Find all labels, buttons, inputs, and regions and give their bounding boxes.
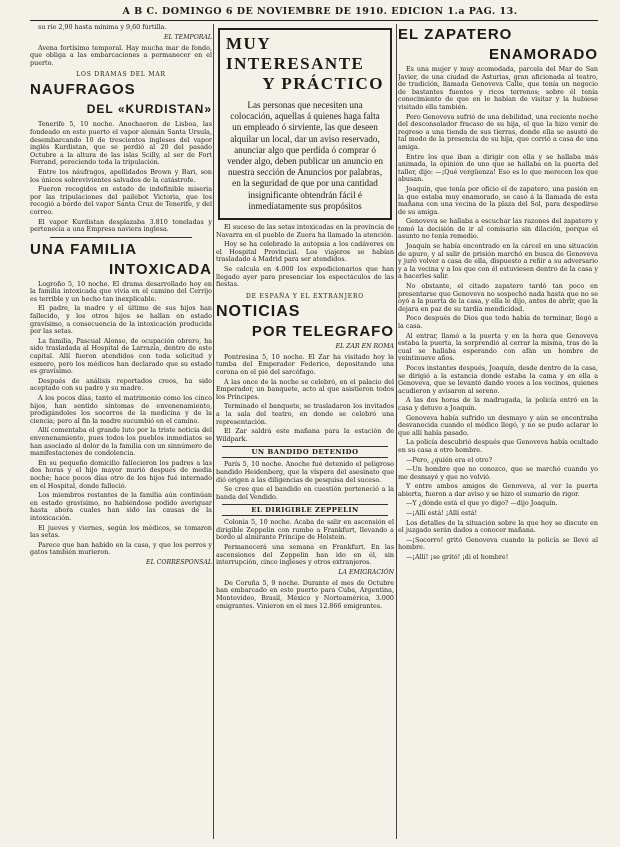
column-left bbox=[30, 24, 212, 839]
zapatero-p6: Joaquín se había encontrado en la cárcel en una situación de apuro, y al salir de prisión marchó en busca de Genoveva y juró volver a casa de ella, dispuesto a reñir a su adversario y a la vecina y a los que con él estuviesen dentro de la casa y a hacerles salir. bbox=[398, 242, 598, 281]
zapatero-p8: Poco después de Dios que todo había de terminar, llegó a la casa. bbox=[398, 314, 598, 330]
familia-p6: Allí comentaba el grande luto por la triste noticia del envenenamiento, pues todos los pueblos inmediatos se han asociado al dolor de la familia con un sinnúmero de manifestaciones de condolencia. bbox=[30, 426, 212, 458]
noticias-section-label: DE ESPAÑA Y EL EXTRANJERO bbox=[245, 292, 364, 300]
familia-p3: La familia, Pascual Alonso, de ocupación obrero, ha sido trasladada al Hospital de Larrazia, dentro de este capital. Allí fueron atendidos con toda solicitud y esmero, pero los médicos han declarado que su estado es gravísimo. bbox=[30, 336, 212, 376]
column-middle bbox=[216, 24, 394, 839]
advertisement-box bbox=[218, 28, 392, 220]
familia-p10: Parece que han habido en la casa, y que los perros y gatos también murieron. bbox=[30, 540, 212, 557]
zeppelin-p2: Permanecerá una semana en Frankfurt. En las ascensiones del Zeppelin han ido en él, sin interrupción, cinco ingleses y otros extranjeros. bbox=[216, 543, 394, 567]
middle-p2: Hoy se ha celebrado la autopsia a los cadáveres en el Hospital Provincial. Los viajeros se habían trasladado á Madrid para ser atendidos. bbox=[216, 240, 394, 264]
emigracion-subheading: LA EMIGRACIÓN bbox=[338, 568, 394, 576]
article-title-naufragos: NAUFRAGOS bbox=[30, 81, 136, 99]
zapatero-p10: Pocos instantes después, Joaquín, desde dentro de la casa, se dirigió a la estancia donde estaba la cama y en ella a Genoveva, que se levantó dando voces a los vecinos, quienes acudieron y avisaron al sereno. bbox=[398, 363, 598, 395]
familia-p9: El jueves y viernes, según los médicos, se tomaron las setas. bbox=[30, 523, 212, 540]
section-label: LOS DRAMAS DEL MAR bbox=[76, 71, 166, 79]
ad-title-line1: MUY INTERESANTE bbox=[226, 34, 365, 73]
zapatero-p5: Genoveva se hallaba a escuchar las razones del zapatero y tomó la decisión de ir al comisario sin dilación, porque el asunto no tenía remedio. bbox=[398, 217, 598, 241]
familia-signature: EL CORRESPONSAL bbox=[146, 558, 212, 566]
zapatero-p13: La policía descubrió después que Genoveva había ocultado en su casa a otro hombre. bbox=[398, 438, 598, 454]
zapatero-p12: Genoveva había sufrido un desmayo y aún se encontraba desvanecida cuando el médico llegó, y no se pudo aclarar lo que allí había pasado. bbox=[398, 413, 598, 437]
article-title-intoxicada: INTOXICADA bbox=[108, 260, 212, 278]
ad-body: Las personas que necesiten una colocación, aquellas á quienes haga falta un empleado ó sirviente, las que deseen alquilar un local, dar un aviso reservado, anunciar algo que perdida ó comprar ó vender algo, deben publicar un anuncio en nuestra sección de Anuncios por palabras, en la seguridad de que por una cantidad insignificante obtendrán fácil é inmediatamente sus propósitos bbox=[227, 100, 383, 211]
zapatero-p18: —¡Allí está! ¡Allí está! bbox=[406, 509, 478, 518]
zeppelin-subheading: EL DIRIGIBLE ZEPPELIN bbox=[222, 504, 388, 516]
familia-p8: Los miembros restantes de la familia aún continúan en estado gravísimo, no habiéndose podido averiguar hasta ahora cuales han sido las causas de la intoxicación. bbox=[30, 491, 212, 522]
zapatero-p3: Entre los que iban a dirigir con ella y se hallaba más animada, la opinión de uno que se hallaba en la puerta del taller, dijo: —¡Qué vergüenza! Eso es lo que merecen los que abusan. bbox=[398, 152, 598, 184]
familia-p5: A los pocos días, tanto el matrimonio como los cinco hijos, han sentido síntomas de envenenamiento, prodigándoles los socorros de la medicina y de la ciencia; pero al fin la madre sucumbió en el camino. bbox=[30, 394, 212, 425]
zapatero-p2: Pero Genoveva sufrió de una debilidad, una reciente noche del desconsolador fracaso de su hija, el que la hizo venir de regreso a una tienda de sus tierras, donde ella se asustó de tal modo de la presencia de su hija, que corrió a casa de una amiga. bbox=[398, 112, 598, 151]
familia-p1: Logroño 5, 10 noche. El drama desarrollado hoy en la familia intoxicada que vivía en el camino del Cerrijo es terrible y un hecho tan inexplicable. bbox=[30, 279, 212, 303]
article-title-noticias: NOTICIAS bbox=[216, 302, 301, 320]
zapatero-p1: Es una mujer y muy acomodada, parcela del Mar de San Javier, de una ciudad de Asturias, gran aficionada al teatro, de tradición, llamada Genoveva Calle, que tenía un negocio de bastantes fuentes y ricos terrenos; sobre él tenía conocimiento de que en le habían de visitar y la hubiese visitado ella también. bbox=[398, 65, 598, 111]
emigracion-p1: De Coruña 5, 9 noche. Durante el mes de Octubre han embarcado en este puerto para Cuba, Argentina, Montevideo, Brasil, México y Norteamérica, 3.000 emigrantes. Vinieron en el mes 12.866 emigrantes. bbox=[216, 578, 394, 610]
ad-title-line2: Y PRÁCTICO bbox=[262, 74, 384, 93]
bandit-subheading: UN BANDIDO DETENIDO bbox=[222, 446, 388, 458]
middle-p1: El suceso de las setas intoxicadas en la provincia de Navarra en el pueblo de Zuera ha llamado la atención. bbox=[216, 223, 394, 239]
zar-p4: El Zar saldrá este mañana para la estación de Wildpark. bbox=[216, 427, 394, 443]
zar-p3: Terminado el banquete, se trasladaron los invitados a la sala del teatro, en donde se celebró una representación. bbox=[216, 402, 394, 426]
zapatero-p14: —Pero, ¿quién era el otro? bbox=[406, 455, 493, 464]
familia-p4: Después de análisis reportados creos, ha sido aceptado con su padre y su madre. bbox=[30, 376, 212, 393]
familia-p2: El padre, la madre y el último de sus hijos han fallecido, y los otros hijos se hallan en estado gravísimo, a consecuencia de la intoxicación producida por las setas. bbox=[30, 304, 212, 336]
zapatero-p17: —Y ¿dónde está el que yo digo? —dijo Joaquín. bbox=[406, 499, 558, 508]
zapatero-p9: Al entrar, llamó a la puerta y en la hora que Genoveva estaba la puerta, la sorprendió al cerrar la misma, tras de la cual se hallaba esperando con afán un hombre de veintinueve años. bbox=[398, 331, 598, 363]
zapatero-p21: —¡Allí! ¡se gritó! ¡di el hombre! bbox=[406, 553, 509, 562]
top-text: su ríe 2,90 hasta mínima y 9,60 fúrtilla. bbox=[38, 24, 167, 31]
bandit-p1: París 5, 10 noche. Anoche fué detenido el peligroso bandido Heidenberg, que la víspera del asesinato que dió origen a las diligencias de pesquisa del suceso. bbox=[216, 460, 394, 484]
page-header: A B C. DOMINGO 6 DE NOVIEMBRE DE 1910. EDICION 1.a PAG. 13. bbox=[122, 6, 518, 17]
article-title-zapatero: EL ZAPATERO bbox=[398, 26, 513, 43]
temporal-text: Avena fortísimo temporal. Hay mucha mar de fondo, que obliga a las embarcaciones a permanecer en el puerto. bbox=[30, 43, 212, 67]
naufragos-p4: El vapor Kurdistan desplazaba 3.810 toneladas y pertenecía a una Empresa naviera inglesa. bbox=[30, 217, 212, 234]
zapatero-p15: —Un hombre que no conozco, que se marchó cuando yo me desmayé y que no volvió. bbox=[398, 465, 598, 481]
zar-p1: Pontresina 5, 10 noche. El Zar ha visitado hoy la tumba del Emperador Federico, depositando una corona en el pié del sarcófago. bbox=[216, 352, 394, 376]
column-divider-1 bbox=[213, 24, 214, 839]
zapatero-p16: Y entre ambos amigos de Genoveva, al ver la puerta abierta, fueron a dar aviso y se hizo el sumario de rigor. bbox=[398, 482, 598, 498]
temporal-label: EL TEMPORAL bbox=[163, 33, 212, 41]
familia-p7: En su pequeño domicilio fallecieron los padres a las dos horas y el hijo mayor murió después de media noche; hace pocos días otro de los hijos fué internado en el Hospital, donde falleció. bbox=[30, 458, 212, 490]
article-title-kurdistan: DEL «KURDISTAN» bbox=[86, 102, 212, 117]
zapatero-p19: Los detalles de la situación sobre la que hoy se discute en el juzgado serán dados a conocer mañana. bbox=[398, 518, 598, 535]
naufragos-p1: Tenerife 5, 10 noche. Anochaeron de Lisboa, las fondeado en este puerto el vapor alemán Santa Ursula, desembarcando 10 de trescientos ingleses del vapor inglés Kurdistan, que se perdió al 20 del pasado Octubre a la altura de las islas Scilly, al ser de Fort Ferrand, pereciendo toda la tripulación. bbox=[30, 120, 212, 167]
column-divider-2 bbox=[396, 24, 397, 839]
article-title-familia: UNA FAMILIA bbox=[30, 240, 138, 258]
zapatero-p11: A las dos horas de la madrugada, la policía entró en la casa y detuvo a Joaquín. bbox=[398, 396, 598, 412]
article-title-telegrafo: POR TELEGRAFO bbox=[251, 322, 394, 340]
naufragos-p2: Entre los náufragos, apellidados Brown y Bari, son los únicos sobrevivientes salvados de la catástrofe. bbox=[30, 167, 212, 184]
zeppelin-p1: Colonia 5, 10 noche. Acaba de salir en ascensión el dirigible Zeppelin con rumbo a Frankfurt, llevando a bordo al almirante Príncipe de Holstein. bbox=[216, 518, 394, 542]
header-rule bbox=[30, 20, 598, 21]
middle-p3: Se calcula en 4.000 los expedicionarios que han llegado ayer para presenciar los espectáculos de las fiestas. bbox=[216, 265, 394, 289]
article-title-enamorado: ENAMORADO bbox=[489, 46, 598, 63]
zar-subheading: EL ZAR EN ROMA bbox=[335, 342, 394, 350]
naufragos-p3: Fueron recogidos en estado de indefinible miseria por las tripulaciones del pailebot Victoria, que los recogió a bordo del vapor Santa Cruz de Tenerife, y del correo. bbox=[30, 185, 212, 216]
zapatero-p4: Joaquín, que tenía por oficio el de zapatero, una pasión en la que estaba muy enamorado, se casó á la llamada de esta mañana con una vecina de la plaza del Sol, para despedirse de su amiga. bbox=[398, 184, 598, 216]
zapatero-p20: —¡Socorro! gritó Genoveva cuando la policía se llevó al hombre. bbox=[398, 535, 598, 552]
zar-p2: A las once de la noche se celebró, en el palacio del Emperador, un banquete, acto al que asistieron todos los Príncipes. bbox=[216, 377, 394, 401]
column-right bbox=[398, 24, 598, 839]
zapatero-p7: No obstante, el citado zapatero tardó tan poco en presentarse que Genoveva no sospechó nada hasta que no se oyó a la puerta de la casa, y ella le dijo, antes de abrir, que la dejara en paz de su tardía mendicidad. bbox=[398, 282, 598, 313]
bandit-p2: Se cree que el bandido en cuestión perteneció a la banda del Vendido. bbox=[216, 485, 394, 501]
section-rule bbox=[50, 237, 192, 238]
